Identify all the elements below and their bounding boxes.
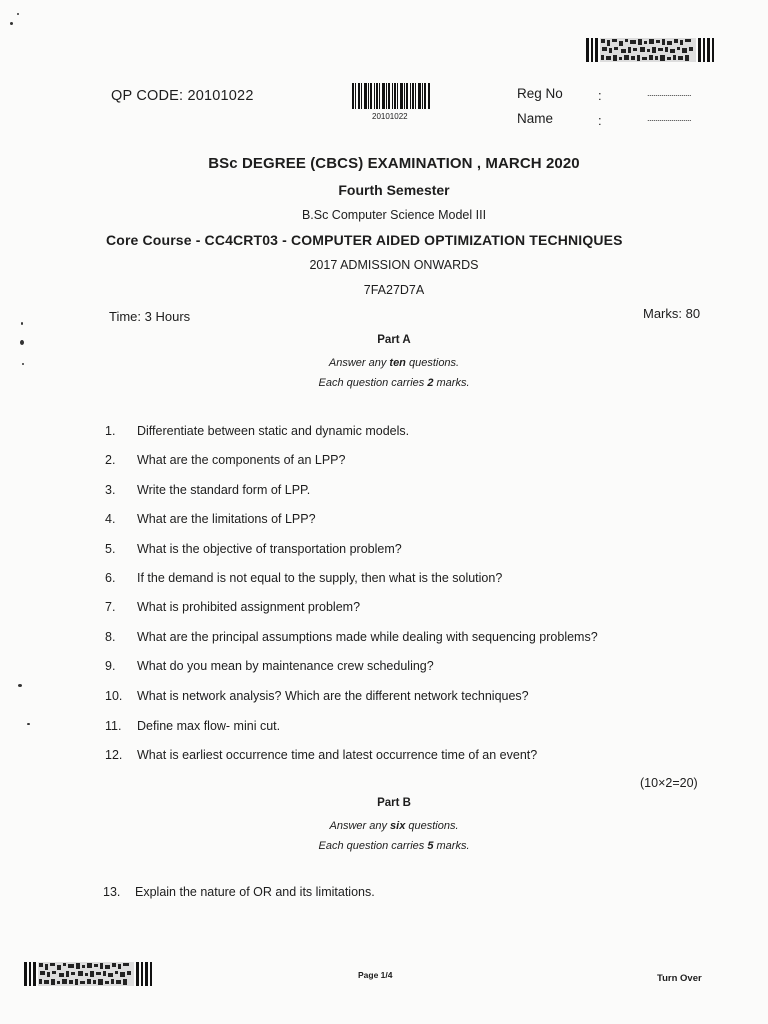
question-text: Define max flow- mini cut. <box>137 719 281 733</box>
question-item <box>105 483 310 497</box>
instr-text: Each question carries <box>318 377 428 389</box>
question-item <box>105 748 537 762</box>
instr-text: questions. <box>405 357 460 369</box>
question-text: If the demand is not equal to the supply, then what is the solution? <box>137 571 503 585</box>
exam-time: Time: 3 Hours <box>109 309 191 324</box>
qr-code-strip-icon <box>586 38 714 62</box>
course-title: Core Course - CC4CRT03 - COMPUTER AIDED OPTIMIZATION TECHNIQUES <box>106 232 623 248</box>
qr-code-strip-icon <box>24 962 152 986</box>
question-text: What do you mean by maintenance crew scheduling? <box>137 659 434 673</box>
instr-count: ten <box>389 357 406 369</box>
question-text: What are the limitations of LPP? <box>137 512 316 526</box>
exam-marks: Marks: 80 <box>643 306 701 321</box>
reg-no-label: Reg No <box>517 86 563 101</box>
question-number: 8. <box>105 630 116 644</box>
question-text: What is the objective of transportation problem? <box>137 542 402 556</box>
part-a-score: (10×2=20) <box>640 776 698 790</box>
question-item <box>105 689 529 703</box>
scan-speck <box>21 322 23 325</box>
question-number: 12. <box>105 748 123 762</box>
instr-count: six <box>390 820 406 832</box>
question-item <box>105 542 402 556</box>
question-text: Write the standard form of LPP. <box>137 483 311 497</box>
instr-text: Each question carries <box>318 840 428 852</box>
question-item <box>105 571 502 585</box>
question-number: 6. <box>105 571 116 585</box>
scan-speck <box>17 13 19 15</box>
barcode-icon <box>352 83 430 109</box>
paper-code: 7FA27D7A <box>363 283 425 297</box>
part-a-instruction-2 <box>0 377 768 389</box>
question-text: Explain the nature of OR and its limitations. <box>135 885 375 899</box>
instr-text: marks. <box>433 840 470 852</box>
question-item <box>105 424 409 438</box>
qp-code: QP CODE: 20101022 <box>111 88 254 104</box>
page-number: Page 1/4 <box>358 970 393 980</box>
admission: 2017 ADMISSION ONWARDS <box>309 258 479 272</box>
question-text: What is earliest occurrence time and latest occurrence time of an event? <box>137 748 538 762</box>
question-item <box>105 719 280 733</box>
question-number: 13. <box>103 885 121 899</box>
question-item <box>105 600 360 614</box>
question-text: What is network analysis? Which are the different network techniques? <box>137 689 529 703</box>
question-number: 11. <box>105 719 122 733</box>
turn-over-note: Turn Over <box>657 973 702 984</box>
question-number: 5. <box>105 542 116 556</box>
part-a-instruction-1 <box>0 357 768 369</box>
scan-speck <box>10 22 13 25</box>
instr-text: marks. <box>433 377 470 389</box>
name-colon: : <box>598 113 602 128</box>
question-text: Differentiate between static and dynamic models. <box>137 424 410 438</box>
reg-no-colon: : <box>598 88 602 103</box>
part-b-instruction-2 <box>0 840 768 852</box>
question-item <box>105 512 316 526</box>
question-item <box>105 659 434 673</box>
question-number: 9. <box>105 659 116 673</box>
programme: B.Sc Computer Science Model III <box>301 208 487 222</box>
question-number: 1. <box>105 424 116 438</box>
instr-text: Answer any <box>329 820 391 832</box>
instr-text: Answer any <box>328 357 390 369</box>
name-field[interactable]: ...................... <box>647 113 692 123</box>
question-text: What are the principal assumptions made while dealing with sequencing problems? <box>137 630 598 644</box>
question-text: What is prohibited assignment problem? <box>137 600 361 614</box>
reg-no-field[interactable]: ...................... <box>647 88 692 98</box>
question-text: What are the components of an LPP? <box>137 453 346 467</box>
semester: Fourth Semester <box>338 182 450 198</box>
part-a-title: Part A <box>377 334 411 346</box>
part-b-instruction-1 <box>0 820 768 832</box>
question-item <box>105 630 598 644</box>
instr-marks: 2 <box>427 377 434 389</box>
scan-speck <box>18 684 22 687</box>
instr-marks: 5 <box>427 840 434 852</box>
question-number: 7. <box>105 600 116 614</box>
part-b-title: Part B <box>377 797 411 809</box>
question-item <box>105 453 345 467</box>
exam-title: BSc DEGREE (CBCS) EXAMINATION , MARCH 2020 <box>208 155 580 172</box>
barcode-number: 20101022 <box>372 112 408 121</box>
scan-speck <box>27 723 30 725</box>
question-number: 3. <box>105 483 116 497</box>
question-number: 4. <box>105 512 116 526</box>
name-label: Name <box>517 111 554 126</box>
question-number: 10. <box>105 689 123 703</box>
instr-text: questions. <box>405 820 459 832</box>
question-number: 2. <box>105 453 116 467</box>
question-item <box>103 885 375 899</box>
